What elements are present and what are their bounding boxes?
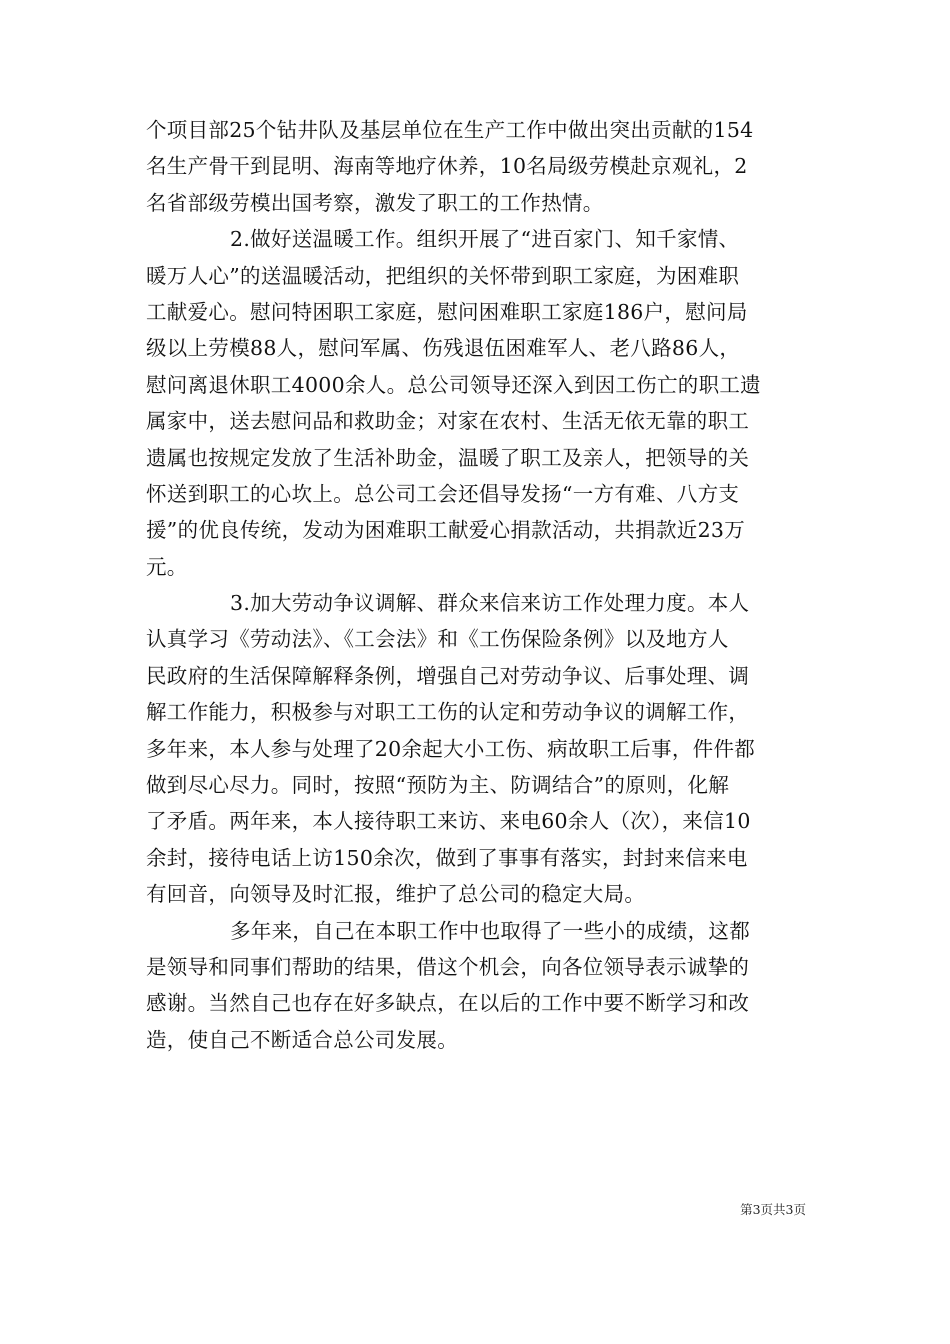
text-line: 是领导和同事们帮助的结果，借这个机会，向各位领导表示诚挚的 <box>146 954 750 979</box>
text-line: 民政府的生活保障解释条例，增强自己对劳动争议、后事处理、调 <box>146 663 750 688</box>
text-line: 工献爱心。慰问特困职工家庭，慰问困难职工家庭186户，慰问局 <box>146 299 748 324</box>
text-line: 解工作能力，积极参与对职工工伤的认定和劳动争议的调解工作， <box>146 700 750 725</box>
text-line: 名省部级劳模出国考察，激发了职工的工作热情。 <box>146 190 604 215</box>
text-line: 做到尽心尽力。同时，按照“预防为主、防调结合”的原则，化解 <box>146 773 730 798</box>
text-line: 个项目部25个钻井队及基层单位在生产工作中做出突出贡献的154 <box>146 118 754 142</box>
text-line: 2.做好送温暖工作。组织开展了“进百家门、知千家情、 <box>230 227 740 252</box>
text-line: 余封，接待电话上访150余次，做到了事事有落实，封封来信来电 <box>146 845 748 870</box>
text-line: 暖万人心”的送温暖活动，把组织的关怀带到职工家庭，为困难职 <box>146 263 740 288</box>
paragraph-4 <box>146 913 806 1059</box>
text-line: 援”的优良传统，发动为困难职工献爱心捐款活动，共捐款近23万 <box>146 518 746 543</box>
text-line: 怀送到职工的心坎上。总公司工会还倡导发扬“一方有难、八方支 <box>146 481 740 506</box>
page-number-footer: 第3页共3页 <box>740 1202 806 1217</box>
text-line: 多年来，本人参与处理了20余起大小工伤、病故职工后事，件件都 <box>146 736 756 761</box>
text-line: 属家中，送去慰问品和救助金；对家在农村、生活无依无靠的职工 <box>146 409 750 434</box>
paragraph-1 <box>146 112 806 221</box>
text-line: 级以上劳模88人，慰问军属、伤残退伍困难军人、老八路86人， <box>146 336 741 361</box>
text-line: 名生产骨干到昆明、海南等地疗休养，10名局级劳模赴京观礼，2 <box>146 154 748 179</box>
text-line: 元。 <box>146 554 188 579</box>
text-line: 造，使自己不断适合总公司发展。 <box>146 1027 458 1052</box>
text-line: 3.加大劳动争议调解、群众来信来访工作处理力度。本人 <box>230 591 750 616</box>
paragraph-3 <box>146 585 806 913</box>
text-line: 认真学习《劳动法》、《工会法》和《工伤保险条例》以及地方人 <box>146 627 729 652</box>
text-line: 了矛盾。两年来，本人接待职工来访、来电60余人（次），来信10 <box>146 809 751 834</box>
paragraph-2 <box>146 221 806 585</box>
text-line: 多年来，自己在本职工作中也取得了一些小的成绩，这都 <box>230 918 750 943</box>
text-line: 慰问离退休职工4000余人。总公司领导还深入到因工伤亡的职工遗 <box>146 372 761 397</box>
document-body <box>146 112 806 1058</box>
text-line: 有回音，向领导及时汇报，维护了总公司的稳定大局。 <box>146 882 646 907</box>
text-line: 遗属也按规定发放了生活补助金，温暖了职工及亲人，把领导的关 <box>146 445 750 470</box>
text-line: 感谢。当然自己也存在好多缺点，在以后的工作中要不断学习和改 <box>146 991 750 1016</box>
